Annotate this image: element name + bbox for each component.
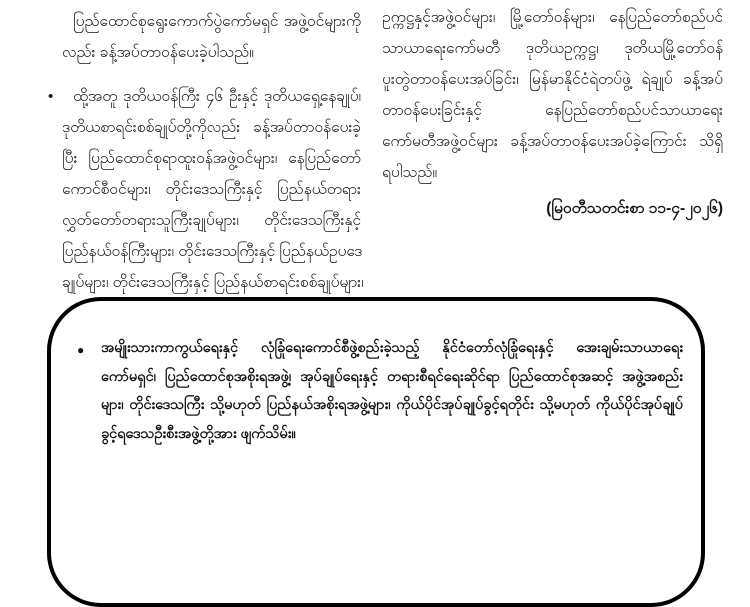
summary-text [77, 334, 683, 448]
text-line: များ၊ တိုင်းဒေသကြီး သို့မဟုတ် ပြည်နယ်အစိုးရအဖွဲ့များ၊ ကိုယ်ပိုင်အုပ်ချုပ်ခွင့်ရတိုင်း သို့မဟုတ် ကိုယ်ပိုင်အုပ်ချုပ် [101, 397, 683, 413]
text-line: သာယာရေးကော်မတီ ဒုတိယဥက္ကဋ္ဌ၊ ဒုတိယမြို့တော်ဝန် [382, 40, 723, 57]
text-line: ကော်မတီအဖွဲ့ဝင်များ ခန့်အပ်တာဝန်ပေးအပ်ခဲ့ကြောင်း သိရှိ [382, 133, 723, 150]
text-line: ဥက္ကဋ္ဌနှင့်အဖွဲ့ဝင်များ၊ မြို့တော်ဝန်များ၊ နေပြည်တော်စည်ပင် [382, 9, 723, 26]
bullet-icon: ● [77, 343, 85, 357]
text-line: ပြီး ပြည်ထောင်စုရာထူးဝန်အဖွဲ့ဝင်များ၊ နေပြည်တော် [62, 150, 361, 167]
text-column-left [48, 6, 364, 298]
summary-box [47, 297, 705, 607]
text-line: လည်း ခန့်အပ်တာဝန်ပေးခဲ့ပါသည်။ [62, 44, 254, 61]
text-line: လွှတ်တော်တရားသူကြီးချုပ်များ၊ တိုင်းဒေသကြီးနှင့် [62, 212, 361, 229]
text-line: ချုပ်များ၊ တိုင်းဒေသကြီးနှင့် ပြည်နယ်စာရင်းစစ်ချုပ်များ၊ [62, 274, 364, 291]
text-line: ပြည်နယ်ဝန်ကြီးများ၊ တိုင်းဒေသကြီးနှင့် ပြည်နယ်ဥပဒေ [62, 243, 363, 260]
text-line: တာဝန်ပေးခြင်းနှင့် နေပြည်တော်စည်ပင်သာယာရေး [382, 102, 723, 119]
text-line: ကောင်စီဝင်များ၊ တိုင်းဒေသကြီးနှင့် ပြည်နယ်တရား [62, 181, 361, 198]
text-column-right [382, 2, 723, 221]
text-line: အမျိုးသားကာကွယ်ရေးနှင့် လုံခြုံရေးကောင်စီဖွဲ့စည်းခဲ့သည့် နိုင်ငံတော်လုံခြုံရေးနှင့် အေးချမ်းသာယာရေး [101, 340, 683, 356]
text-line: ဒုတိယစာရင်းစစ်ချုပ်တို့ကိုလည်း ခန့်အပ်တာဝန်ပေးခဲ့ [62, 119, 361, 136]
text-line: ရပါသည်။ [382, 164, 438, 181]
source-citation: (မြဝတီသတင်းစာ ၁၁-၄-၂၀၂၆) [546, 200, 723, 217]
text-line: ပြည်ထောင်စုရွေးကောက်ပွဲကော်မရှင် အဖွဲ့ဝင်များကို [73, 13, 361, 30]
text-line: ပူးတွဲတာဝန်ပေးအပ်ခြင်း၊ မြန်မာနိုင်ငံရဲတပ်ဖွဲ့ ရဲချုပ် ခန့်အပ် [382, 71, 723, 88]
bullet-icon: • [48, 88, 54, 105]
bullet-paragraph [48, 81, 364, 298]
text-line: ခွင့်ရဒေသဦးစီးအဖွဲ့တို့အား ဖျက်သိမ်း။ [101, 425, 296, 442]
text-line: ထို့အတူ ဒုတိယဝန်ကြီး ၄၆ ဦးနှင့် ဒုတိယရှေ့နေချုပ်၊ [73, 88, 361, 105]
text-line: ကော်မရှင်၊ ပြည်ထောင်စုအစိုးရအဖွဲ့၊ အုပ်ချုပ်ရေးနှင့် တရားစီရင်ရေးဆိုင်ရာ ပြည်ထောင်စုအဆင့် အဖွဲ့အစည်း [101, 368, 683, 385]
